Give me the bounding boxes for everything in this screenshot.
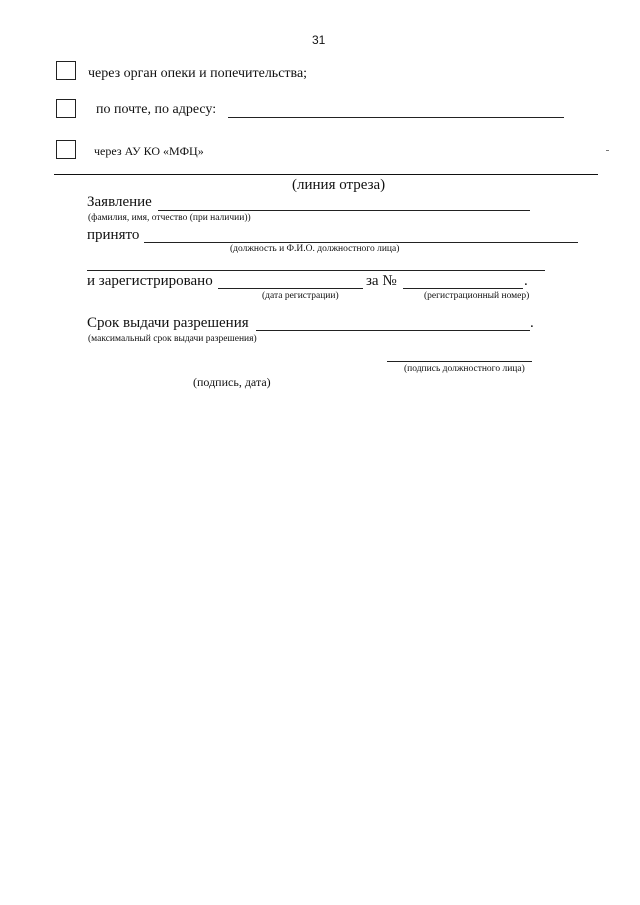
- continuation-line[interactable]: [87, 270, 545, 271]
- checkbox-mfc[interactable]: [56, 140, 76, 159]
- option-mfc-label: через АУ КО «МФЦ»: [94, 144, 204, 158]
- checkbox-post[interactable]: [56, 99, 76, 118]
- issue-term-line[interactable]: [256, 330, 530, 331]
- number-end-dot: .: [524, 273, 528, 289]
- number-label: за №: [366, 273, 397, 289]
- issue-term-hint: (максимальный срок выдачи разрешения): [88, 334, 257, 344]
- reg-date-line[interactable]: [218, 288, 363, 289]
- statement-label: Заявление: [87, 194, 152, 210]
- reg-number-line[interactable]: [403, 288, 523, 289]
- applicant-name-line[interactable]: [158, 210, 530, 211]
- official-hint: (должность и Ф.И.О. должностного лица): [230, 244, 400, 254]
- address-field-line[interactable]: [228, 117, 564, 118]
- checkbox-guardianship[interactable]: [56, 61, 76, 80]
- signature-date-label: (подпись, дата): [193, 375, 271, 389]
- registered-label: и зарегистрировано: [87, 273, 213, 289]
- option-guardianship-label: через орган опеки и попечительства;: [88, 66, 308, 81]
- cut-line: [54, 174, 598, 175]
- margin-mark: [606, 150, 609, 151]
- accepted-label: принято: [87, 227, 140, 243]
- official-signature-line[interactable]: [387, 361, 532, 362]
- page-number: 31: [312, 33, 326, 47]
- reg-number-hint: (регистрационный номер): [424, 291, 530, 301]
- reg-date-hint: (дата регистрации): [262, 291, 339, 301]
- official-line[interactable]: [144, 242, 578, 243]
- official-signature-hint: (подпись должностного лица): [404, 364, 525, 374]
- option-post-label: по почте, по адресу:: [96, 102, 217, 117]
- cut-line-label: (линия отреза): [292, 177, 386, 193]
- issue-term-label: Срок выдачи разрешения: [87, 315, 249, 331]
- issue-term-end-dot: .: [530, 315, 534, 331]
- applicant-hint: (фамилия, имя, отчество (при наличии)): [88, 213, 251, 223]
